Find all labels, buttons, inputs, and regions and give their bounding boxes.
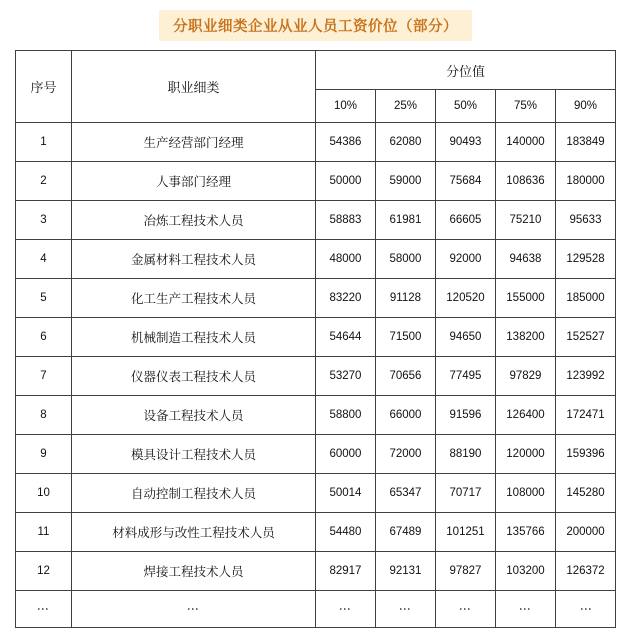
cell-p25: 65347 — [375, 474, 435, 513]
cell-p90: 200000 — [555, 513, 615, 552]
table-row — [15, 279, 615, 318]
cell-p50: 77495 — [435, 357, 495, 396]
cell-p75: 108000 — [495, 474, 555, 513]
cell-seq: 8 — [15, 396, 71, 435]
cell-p90: 180000 — [555, 162, 615, 201]
cell-p90: 183849 — [555, 123, 615, 162]
ellipsis-p25 — [375, 591, 435, 628]
table-row-ellipsis — [15, 591, 615, 628]
table-row — [15, 240, 615, 279]
cell-occupation: 材料成形与改性工程技术人员 — [71, 513, 315, 552]
vertical-ellipsis-icon: ⋮ — [338, 603, 353, 615]
cell-p50: 88190 — [435, 435, 495, 474]
cell-seq: 6 — [15, 318, 71, 357]
cell-seq: 11 — [15, 513, 71, 552]
cell-p25: 72000 — [375, 435, 435, 474]
cell-p50: 97827 — [435, 552, 495, 591]
cell-p10: 53270 — [315, 357, 375, 396]
cell-p75: 155000 — [495, 279, 555, 318]
cell-p50: 66605 — [435, 201, 495, 240]
cell-occupation: 人事部门经理 — [71, 162, 315, 201]
cell-p10: 54644 — [315, 318, 375, 357]
cell-p75: 94638 — [495, 240, 555, 279]
table-row — [15, 201, 615, 240]
cell-p90: 159396 — [555, 435, 615, 474]
cell-occupation: 冶炼工程技术人员 — [71, 201, 315, 240]
cell-p25: 61981 — [375, 201, 435, 240]
ellipsis-p10 — [315, 591, 375, 628]
cell-seq: 4 — [15, 240, 71, 279]
cell-p25: 58000 — [375, 240, 435, 279]
cell-p50: 120520 — [435, 279, 495, 318]
table-body — [15, 123, 615, 628]
cell-p50: 90493 — [435, 123, 495, 162]
cell-seq: 7 — [15, 357, 71, 396]
cell-p10: 54386 — [315, 123, 375, 162]
cell-p10: 82917 — [315, 552, 375, 591]
cell-p90: 152527 — [555, 318, 615, 357]
table-row — [15, 318, 615, 357]
table-header-row-1 — [15, 51, 615, 90]
cell-occupation: 设备工程技术人员 — [71, 396, 315, 435]
cell-p10: 50000 — [315, 162, 375, 201]
table-row — [15, 123, 615, 162]
column-header-seq: 序号 — [15, 51, 71, 123]
cell-seq: 5 — [15, 279, 71, 318]
cell-seq: 3 — [15, 201, 71, 240]
cell-p90: 145280 — [555, 474, 615, 513]
cell-p90: 123992 — [555, 357, 615, 396]
cell-p10: 54480 — [315, 513, 375, 552]
table-row — [15, 357, 615, 396]
cell-p90: 172471 — [555, 396, 615, 435]
cell-p50: 101251 — [435, 513, 495, 552]
cell-p25: 91128 — [375, 279, 435, 318]
cell-occupation: 化工生产工程技术人员 — [71, 279, 315, 318]
ellipsis-occupation — [71, 591, 315, 628]
cell-p90: 185000 — [555, 279, 615, 318]
cell-p75: 103200 — [495, 552, 555, 591]
cell-occupation: 自动控制工程技术人员 — [71, 474, 315, 513]
cell-p10: 83220 — [315, 279, 375, 318]
cell-occupation: 焊接工程技术人员 — [71, 552, 315, 591]
cell-p50: 75684 — [435, 162, 495, 201]
column-header-p90: 90% — [555, 90, 615, 123]
vertical-ellipsis-icon: ⋮ — [36, 603, 51, 615]
cell-p25: 62080 — [375, 123, 435, 162]
cell-occupation: 生产经营部门经理 — [71, 123, 315, 162]
cell-p75: 120000 — [495, 435, 555, 474]
cell-p90: 129528 — [555, 240, 615, 279]
column-header-group-percentile: 分位值 — [315, 51, 615, 90]
cell-p25: 71500 — [375, 318, 435, 357]
cell-p50: 92000 — [435, 240, 495, 279]
vertical-ellipsis-icon: ⋮ — [578, 603, 593, 615]
table-row — [15, 435, 615, 474]
vertical-ellipsis-icon: ⋮ — [398, 603, 413, 615]
cell-p25: 66000 — [375, 396, 435, 435]
cell-p75: 126400 — [495, 396, 555, 435]
cell-p90: 126372 — [555, 552, 615, 591]
cell-p50: 70717 — [435, 474, 495, 513]
cell-p75: 75210 — [495, 201, 555, 240]
table-row — [15, 513, 615, 552]
column-header-occupation: 职业细类 — [71, 51, 315, 123]
cell-occupation: 金属材料工程技术人员 — [71, 240, 315, 279]
table-header — [15, 51, 615, 123]
ellipsis-seq — [15, 591, 71, 628]
cell-occupation: 模具设计工程技术人员 — [71, 435, 315, 474]
cell-seq: 10 — [15, 474, 71, 513]
cell-p25: 92131 — [375, 552, 435, 591]
column-header-p75: 75% — [495, 90, 555, 123]
cell-seq: 9 — [15, 435, 71, 474]
table-row — [15, 552, 615, 591]
cell-occupation: 机械制造工程技术人员 — [71, 318, 315, 357]
table-row — [15, 162, 615, 201]
ellipsis-p50 — [435, 591, 495, 628]
cell-occupation: 仪器仪表工程技术人员 — [71, 357, 315, 396]
column-header-p25: 25% — [375, 90, 435, 123]
cell-p50: 91596 — [435, 396, 495, 435]
cell-p90: 95633 — [555, 201, 615, 240]
cell-seq: 2 — [15, 162, 71, 201]
cell-p75: 138200 — [495, 318, 555, 357]
cell-p10: 58883 — [315, 201, 375, 240]
cell-p10: 60000 — [315, 435, 375, 474]
cell-p25: 59000 — [375, 162, 435, 201]
cell-p75: 140000 — [495, 123, 555, 162]
cell-seq: 1 — [15, 123, 71, 162]
page-title: 分职业细类企业从业人员工资价位（部分） — [159, 10, 472, 41]
vertical-ellipsis-icon: ⋮ — [518, 603, 533, 615]
cell-p50: 94650 — [435, 318, 495, 357]
table-row — [15, 474, 615, 513]
cell-p10: 48000 — [315, 240, 375, 279]
wage-percentile-table — [15, 50, 616, 628]
cell-p10: 58800 — [315, 396, 375, 435]
vertical-ellipsis-icon: ⋮ — [186, 603, 201, 615]
cell-seq: 12 — [15, 552, 71, 591]
table-row — [15, 396, 615, 435]
cell-p75: 97829 — [495, 357, 555, 396]
cell-p10: 50014 — [315, 474, 375, 513]
column-header-p10: 10% — [315, 90, 375, 123]
cell-p25: 70656 — [375, 357, 435, 396]
cell-p25: 67489 — [375, 513, 435, 552]
cell-p75: 108636 — [495, 162, 555, 201]
title-banner — [0, 0, 631, 50]
ellipsis-p75 — [495, 591, 555, 628]
vertical-ellipsis-icon: ⋮ — [458, 603, 473, 615]
column-header-p50: 50% — [435, 90, 495, 123]
ellipsis-p90 — [555, 591, 615, 628]
cell-p75: 135766 — [495, 513, 555, 552]
